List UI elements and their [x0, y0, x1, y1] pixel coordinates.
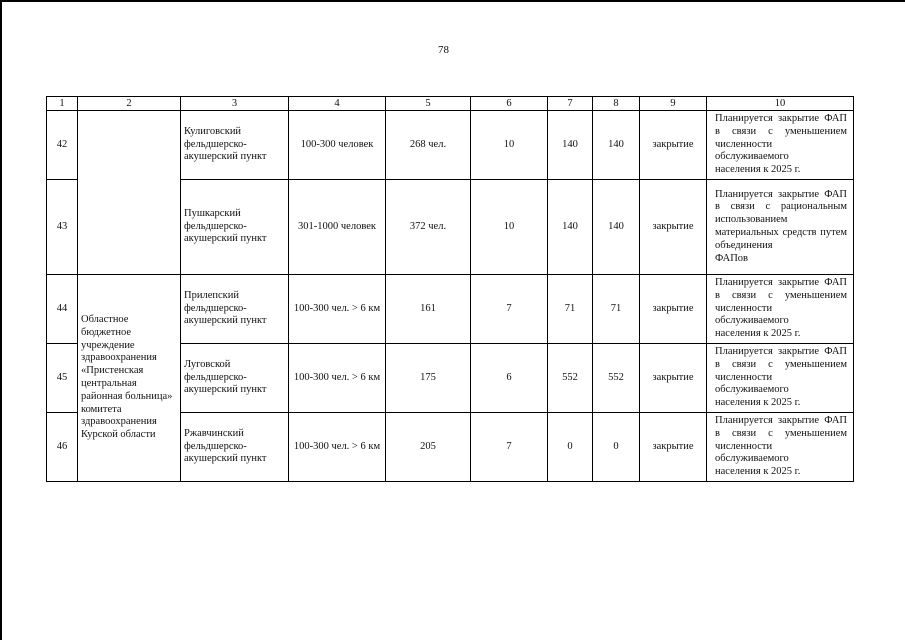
facility-name: Кулиговский фельдшерско-акушерский пункт	[181, 111, 289, 180]
col6-value: 6	[471, 344, 548, 413]
header-row	[47, 97, 854, 111]
note-text: Планируется закрытие ФАП в связи с уменьшением численности обслуживаемого	[715, 113, 847, 163]
col7-value: 140	[548, 180, 593, 275]
row-number: 44	[47, 275, 78, 344]
header-cell: 5	[386, 97, 471, 111]
note-cell	[707, 413, 854, 482]
note-text: Планируется закрытие ФАП в связи с уменьшением численности обслуживаемого	[715, 277, 847, 327]
header-cell: 1	[47, 97, 78, 111]
col8-value: 140	[593, 180, 640, 275]
row-number: 46	[47, 413, 78, 482]
header-cell: 9	[640, 97, 707, 111]
note-last-line: населения к 2025 г.	[715, 328, 801, 340]
note-cell	[707, 344, 854, 413]
facility-name: Ржавчинский фельдшерско-акушерский пункт	[181, 413, 289, 482]
population: 161	[386, 275, 471, 344]
note-last-line: населения к 2025 г.	[715, 397, 801, 409]
action: закрытие	[640, 413, 707, 482]
row-number: 43	[47, 180, 78, 275]
header-cell: 6	[471, 97, 548, 111]
col6-value: 7	[471, 413, 548, 482]
header-cell: 3	[181, 97, 289, 111]
col7-value: 140	[548, 111, 593, 180]
population: 372 чел.	[386, 180, 471, 275]
action: закрытие	[640, 111, 707, 180]
facility-table	[46, 96, 854, 482]
note-last-line: населения к 2025 г.	[715, 164, 801, 176]
col8-value: 71	[593, 275, 640, 344]
note-cell	[707, 111, 854, 180]
action: закрытие	[640, 180, 707, 275]
action: закрытие	[640, 275, 707, 344]
page-border-top	[0, 0, 905, 2]
population-range: 100-300 чел. > 6 км	[289, 413, 386, 482]
col6-value: 7	[471, 275, 548, 344]
header-cell: 8	[593, 97, 640, 111]
table-row	[47, 111, 854, 180]
facility-name: Пушкарский фельдшерско-акушерский пункт	[181, 180, 289, 275]
row-number: 42	[47, 111, 78, 180]
facility-name: Луговской фельдшерско-акушерский пункт	[181, 344, 289, 413]
population-range: 100-300 человек	[289, 111, 386, 180]
note-cell	[707, 180, 854, 275]
table-row	[47, 275, 854, 344]
col7-value: 71	[548, 275, 593, 344]
organization-cell: Областное бюджетное учреждение здравоохранения «Пристенская центральная районная больница» комитета здравоохранения Курской области	[78, 275, 181, 482]
col6-value: 10	[471, 180, 548, 275]
col8-value: 140	[593, 111, 640, 180]
action: закрытие	[640, 344, 707, 413]
population: 175	[386, 344, 471, 413]
col8-value: 0	[593, 413, 640, 482]
population-range: 301-1000 человек	[289, 180, 386, 275]
note-text: Планируется закрытие ФАП в связи с рациональным использованием материальных средств путем объединения	[715, 188, 847, 251]
organization-cell-empty	[78, 111, 181, 275]
note-last-line: ФАПов	[715, 252, 749, 264]
col7-value: 0	[548, 413, 593, 482]
population-range: 100-300 чел. > 6 км	[289, 344, 386, 413]
header-cell: 10	[707, 97, 854, 111]
row-number: 45	[47, 344, 78, 413]
header-cell: 4	[289, 97, 386, 111]
note-text: Планируется закрытие ФАП в связи с уменьшением численности обслуживаемого	[715, 415, 847, 465]
population-range: 100-300 чел. > 6 км	[289, 275, 386, 344]
header-cell: 2	[78, 97, 181, 111]
note-cell	[707, 275, 854, 344]
population: 205	[386, 413, 471, 482]
col6-value: 10	[471, 111, 548, 180]
note-text: Планируется закрытие ФАП в связи с уменьшением численности обслуживаемого	[715, 346, 847, 396]
page-number: 78	[438, 44, 449, 56]
col8-value: 552	[593, 344, 640, 413]
note-last-line: населения к 2025 г.	[715, 466, 801, 478]
col7-value: 552	[548, 344, 593, 413]
facility-name: Прилепский фельдшерско-акушерский пункт	[181, 275, 289, 344]
header-cell: 7	[548, 97, 593, 111]
page-border-left	[0, 0, 2, 640]
population: 268 чел.	[386, 111, 471, 180]
